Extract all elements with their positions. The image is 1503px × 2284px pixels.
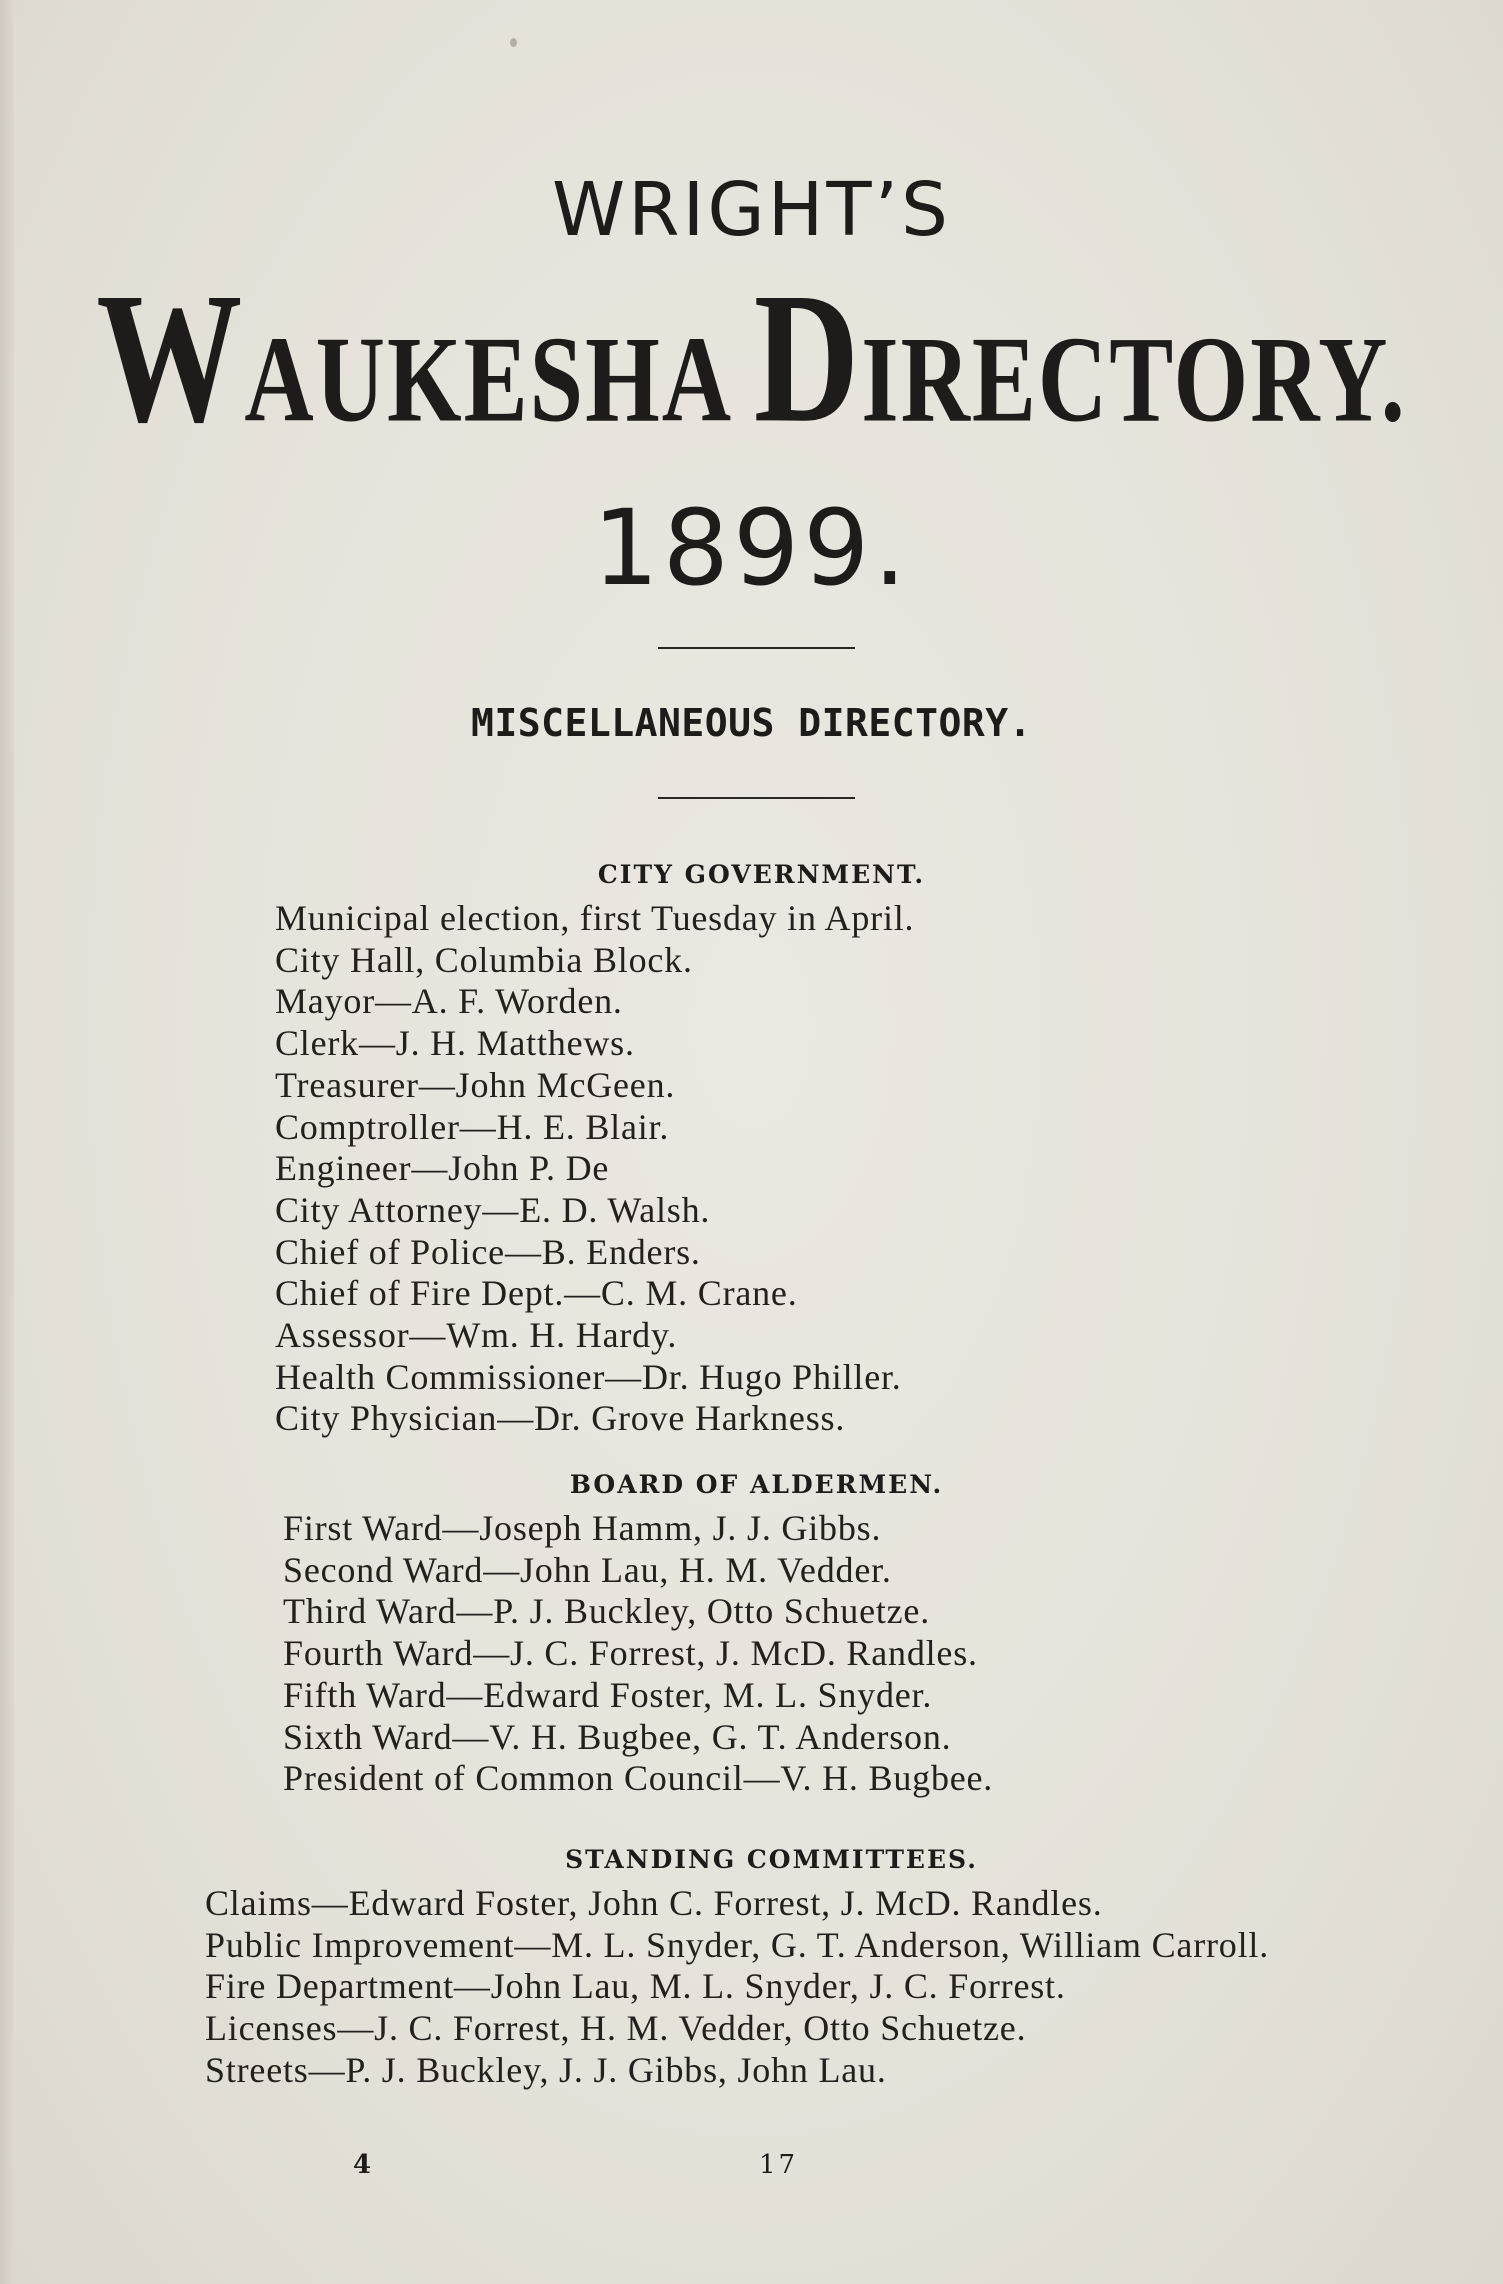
board-of-aldermen-list <box>283 1508 993 1800</box>
publisher-line: WRIGHT’S <box>551 167 952 253</box>
list-item: City Attorney—E. D. Walsh. <box>275 1189 711 1230</box>
title-word-waukesha: AUKESHA <box>244 310 728 448</box>
list-item: Municipal election, first Tuesday in April. <box>275 898 915 938</box>
city-government-list <box>275 898 914 1440</box>
title-initial-w: W <box>96 253 245 462</box>
paper-speck <box>510 38 517 47</box>
list-item: President of Common Council—V. H. Bugbee. <box>283 1758 994 1799</box>
page-number: 17 <box>759 2150 799 2180</box>
list-item: Second Ward—John Lau, H. M. Vedder. <box>283 1549 892 1590</box>
list-item: Licenses—J. C. Forrest, H. M. Vedder, Otto Schuetze. <box>205 2008 1027 2049</box>
list-item: City Hall, Columbia Block. <box>275 939 693 980</box>
list-item: Fire Department—John Lau, M. L. Snyder, J. C. Forrest. <box>205 1966 1066 2007</box>
divider-rule-top <box>658 647 855 649</box>
directory-title <box>0 253 1503 469</box>
list-item: Engineer—John P. De <box>275 1148 610 1189</box>
list-item: Clerk—J. H. Matthews. <box>275 1023 635 1064</box>
list-item: Streets—P. J. Buckley, J. J. Gibbs, John Lau. <box>205 2049 887 2090</box>
city-government-heading: CITY GOVERNMENT. <box>597 860 926 889</box>
list-item: Health Commissioner—Dr. Hugo Philler. <box>275 1356 902 1397</box>
list-item: First Ward—Joseph Hamm, J. J. Gibbs. <box>283 1508 882 1548</box>
list-item: Claims—Edward Foster, John C. Forrest, J. McD. Randles. <box>205 1883 1103 1923</box>
list-item: Treasurer—John McGeen. <box>275 1064 676 1105</box>
list-item: Public Improvement—M. L. Snyder, G. T. Anderson, William Carroll. <box>205 1924 1269 1965</box>
title-word-directory: IRECTORY. <box>861 310 1407 448</box>
title-initial-d: D <box>753 253 862 462</box>
list-item: Chief of Police—B. Enders. <box>275 1231 701 1272</box>
misc-directory-heading: MISCELLANEOUS DIRECTORY. <box>470 701 1033 745</box>
divider-rule-bottom <box>658 797 855 799</box>
list-item: City Physician—Dr. Grove Harkness. <box>275 1398 846 1439</box>
list-item: Fourth Ward—J. C. Forrest, J. McD. Randles. <box>283 1633 978 1674</box>
directory-year: 1899. <box>592 487 911 609</box>
signature-mark: 4 <box>353 2150 372 2180</box>
standing-committees-heading: STANDING COMMITTEES. <box>565 1845 978 1874</box>
list-item: Third Ward—P. J. Buckley, Otto Schuetze. <box>283 1591 931 1632</box>
board-of-aldermen-heading: BOARD OF ALDERMEN. <box>569 1470 944 1499</box>
list-item: Assessor—Wm. H. Hardy. <box>275 1315 678 1356</box>
list-item: Chief of Fire Dept.—C. M. Crane. <box>275 1273 798 1314</box>
list-item: Mayor—A. F. Worden. <box>275 981 623 1022</box>
standing-committees-list <box>205 1883 1355 2092</box>
list-item: Comptroller—H. E. Blair. <box>275 1106 670 1147</box>
list-item: Fifth Ward—Edward Foster, M. L. Snyder. <box>283 1674 933 1715</box>
list-item: Sixth Ward—V. H. Bugbee, G. T. Anderson. <box>283 1716 952 1757</box>
